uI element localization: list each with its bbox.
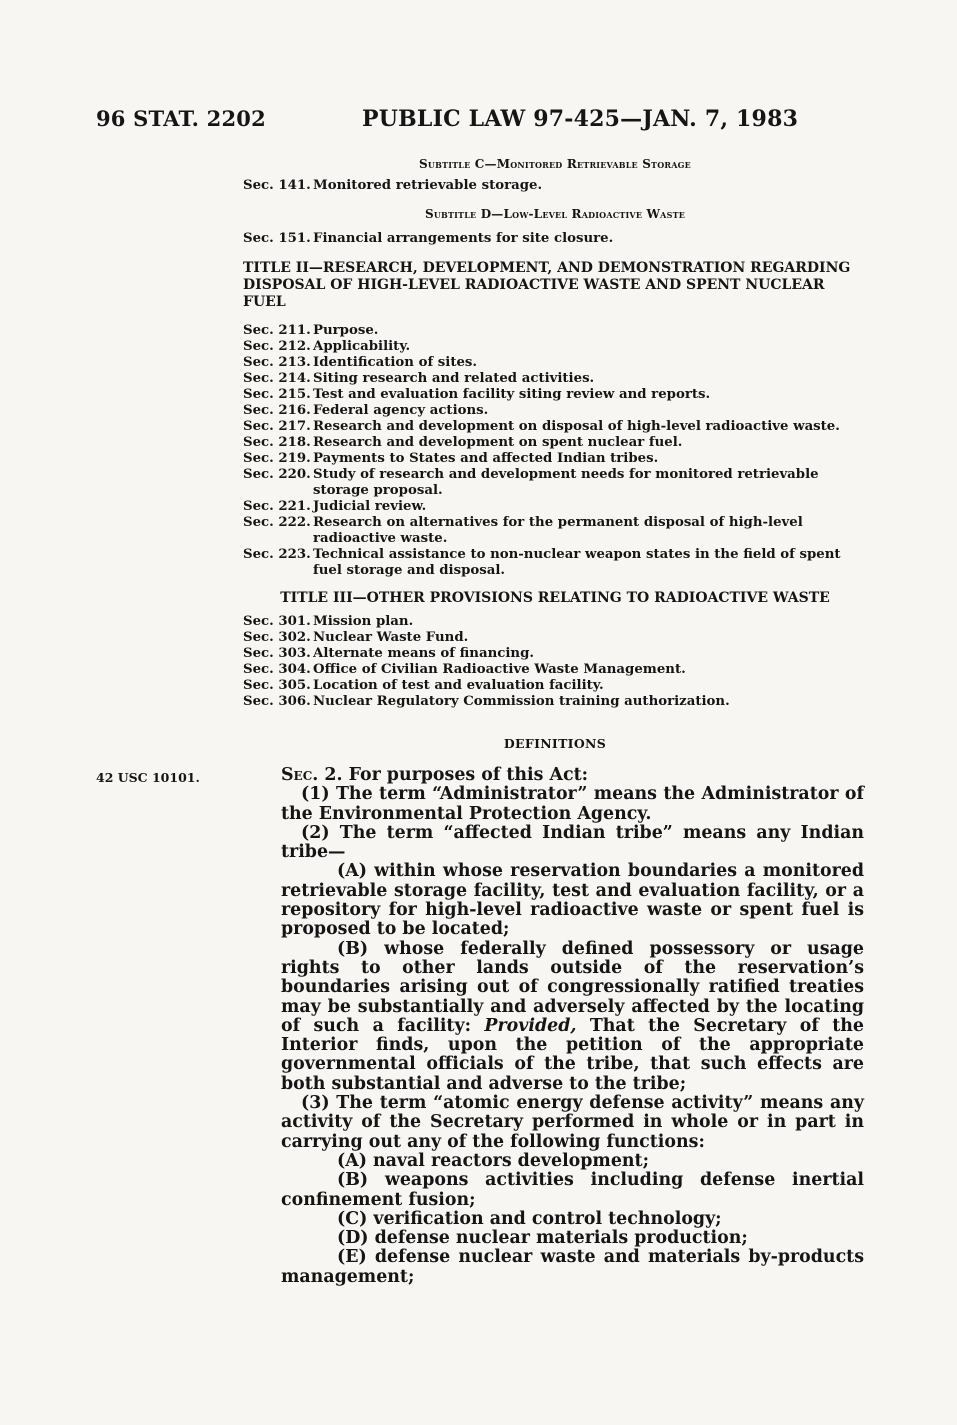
toc-number: Sec. 306.: [243, 694, 311, 709]
section-intro-text: For purposes of this Act:: [348, 765, 589, 785]
toc-subtitle-c: Subtitle C—Monitored Retrievable Storage: [419, 157, 691, 171]
toc-text: Applicability.: [313, 339, 411, 354]
toc-text: Location of test and evaluation facility.: [313, 678, 604, 693]
toc-item: [243, 403, 867, 419]
definition-2b: [281, 940, 864, 1094]
toc-item: [243, 387, 867, 403]
toc-title-iii-heading: TITLE III—OTHER PROVISIONS RELATING TO RADIOACTIVE WASTE: [280, 590, 830, 606]
toc-item: [243, 323, 867, 339]
toc-text: Identification of sites.: [313, 355, 478, 370]
toc-item: [243, 467, 867, 499]
toc-item: [243, 499, 867, 515]
toc-sec-141: [243, 178, 867, 194]
toc-number: Sec. 223.: [243, 547, 311, 562]
definitions-heading: DEFINITIONS: [503, 736, 607, 751]
toc-number: Sec. 221.: [243, 499, 311, 514]
toc-text: Purpose.: [313, 323, 379, 338]
toc-number: Sec. 305.: [243, 678, 311, 693]
definition-3b: (B) weapons activities including defense inertial confinement fusion;: [281, 1170, 864, 1210]
statute-page-number: 96 STAT. 2202: [96, 106, 266, 131]
toc-item: [243, 694, 867, 710]
toc-text: Office of Civilian Radioactive Waste Management.: [313, 662, 686, 677]
provided-keyword: Provided,: [484, 1015, 577, 1036]
toc-number: Sec. 219.: [243, 451, 311, 466]
toc-text: Technical assistance to non-nuclear weapon states in the field of spent fuel storage and disposal.: [313, 547, 841, 578]
toc-title-iii-block: [243, 590, 867, 607]
toc-number: Sec. 218.: [243, 435, 311, 450]
toc-text: Research and development on disposal of high-level radioactive waste.: [313, 419, 840, 434]
toc-title-iii-list: [243, 614, 867, 710]
toc-number: Sec. 216.: [243, 403, 311, 418]
toc-number: Sec. 220.: [243, 467, 311, 482]
toc-text: Test and evaluation facility siting review and reports.: [313, 387, 711, 402]
toc-item: [243, 662, 867, 678]
toc-number: Sec. 141.: [243, 178, 311, 193]
toc-item: [243, 435, 867, 451]
definition-2a: (A) within whose reservation boundaries a monitored retrievable storage facility, test and evaluation facility, or a repository for high-level radioactive waste or spent fuel is proposed to be located;: [281, 861, 864, 940]
toc-text: Siting research and related activities.: [313, 371, 595, 386]
toc-text: Research and development on spent nuclear fuel.: [313, 435, 683, 450]
toc-title-ii-block: [243, 260, 867, 311]
toc-subtitle-c-block: [243, 156, 867, 172]
toc-text: Nuclear Regulatory Commission training authorization.: [313, 694, 730, 709]
toc-item: [243, 371, 867, 387]
section-label: Sec. 2.: [281, 765, 343, 785]
toc-number: Sec. 211.: [243, 323, 311, 338]
definition-2: (2) The term “affected Indian tribe” means any Indian tribe—: [281, 822, 864, 863]
toc-item: [243, 678, 867, 694]
toc-subtitle-d: Subtitle D—Low-Level Radioactive Waste: [424, 207, 686, 221]
definition-3: (3) The term “atomic energy defense activity” means any activity of the Secretary performed in whole or in part in carrying out any of the following functions:: [281, 1093, 864, 1152]
toc-number: Sec. 222.: [243, 515, 311, 530]
toc-item: [243, 646, 867, 662]
definition-2b-proviso: That the Secretary of the Interior finds, upon the petition of the appropriate governmental officials of the tribe, that such effects are both substantial and adverse to the tribe;: [281, 1015, 864, 1094]
toc-text: Nuclear Waste Fund.: [313, 630, 469, 645]
toc-text: Federal agency actions.: [313, 403, 489, 418]
toc-sec-151: [243, 231, 867, 247]
toc-item: [243, 339, 867, 355]
definition-2b-text: (B) whose federally defined possessory or usage rights to other lands outside of the reservation’s boundaries arising out of congressionally ratified treaties may be substantially and adversely affected by the locating of such a facility:: [281, 938, 864, 1036]
definitions-body: [281, 766, 864, 1287]
running-head: PUBLIC LAW 97-425—JAN. 7, 1983: [362, 106, 799, 132]
toc-text: Monitored retrievable storage.: [313, 178, 543, 193]
toc-text: Financial arrangements for site closure.: [313, 231, 614, 246]
toc-number: Sec. 213.: [243, 355, 311, 370]
toc-number: Sec. 217.: [243, 419, 311, 434]
toc-text: Research on alternatives for the permanent disposal of high-level radioactive waste.: [313, 515, 803, 546]
toc-item: [243, 355, 867, 371]
margin-citation: 42 USC 10101.: [96, 770, 200, 785]
toc-number: Sec. 151.: [243, 231, 311, 246]
toc-item: [243, 630, 867, 646]
definition-3e: (E) defense nuclear waste and materials by-products management;: [281, 1247, 864, 1287]
toc-item: [243, 515, 867, 547]
toc-number: Sec. 215.: [243, 387, 311, 402]
toc-number: Sec. 212.: [243, 339, 311, 354]
toc-title-ii-heading: TITLE II—RESEARCH, DEVELOPMENT, AND DEMONSTRATION REGARDING DISPOSAL OF HIGH-LEVEL RADIOACTIVE WASTE AND SPENT NUCLEAR FUEL: [243, 260, 851, 310]
definition-3c: (C) verification and control technology;: [337, 1208, 722, 1229]
toc-number: Sec. 304.: [243, 662, 311, 677]
definition-3d: (D) defense nuclear materials production;: [337, 1228, 748, 1249]
toc-text: Judicial review.: [313, 499, 427, 514]
toc-item: [243, 419, 867, 435]
toc-number: Sec. 301.: [243, 614, 311, 629]
toc-text: Study of research and development needs for monitored retrievable storage proposal.: [313, 467, 819, 498]
toc-number: Sec. 303.: [243, 646, 311, 661]
toc-subtitle-d-block: [243, 206, 867, 222]
toc-item: [243, 451, 867, 467]
toc-item: [243, 547, 867, 579]
toc-number: Sec. 302.: [243, 630, 311, 645]
toc-text: Payments to States and affected Indian tribes.: [313, 451, 659, 466]
toc-text: Alternate means of financing.: [313, 646, 534, 661]
definition-3a: (A) naval reactors development;: [337, 1150, 649, 1171]
toc-item: [243, 614, 867, 630]
definition-1: (1) The term “Administrator” means the Administrator of the Environmental Protection Agency.: [281, 784, 864, 824]
section-intro: [281, 766, 864, 785]
toc-number: Sec. 214.: [243, 371, 311, 386]
toc-title-ii-list: [243, 323, 867, 579]
toc-text: Mission plan.: [313, 614, 414, 629]
